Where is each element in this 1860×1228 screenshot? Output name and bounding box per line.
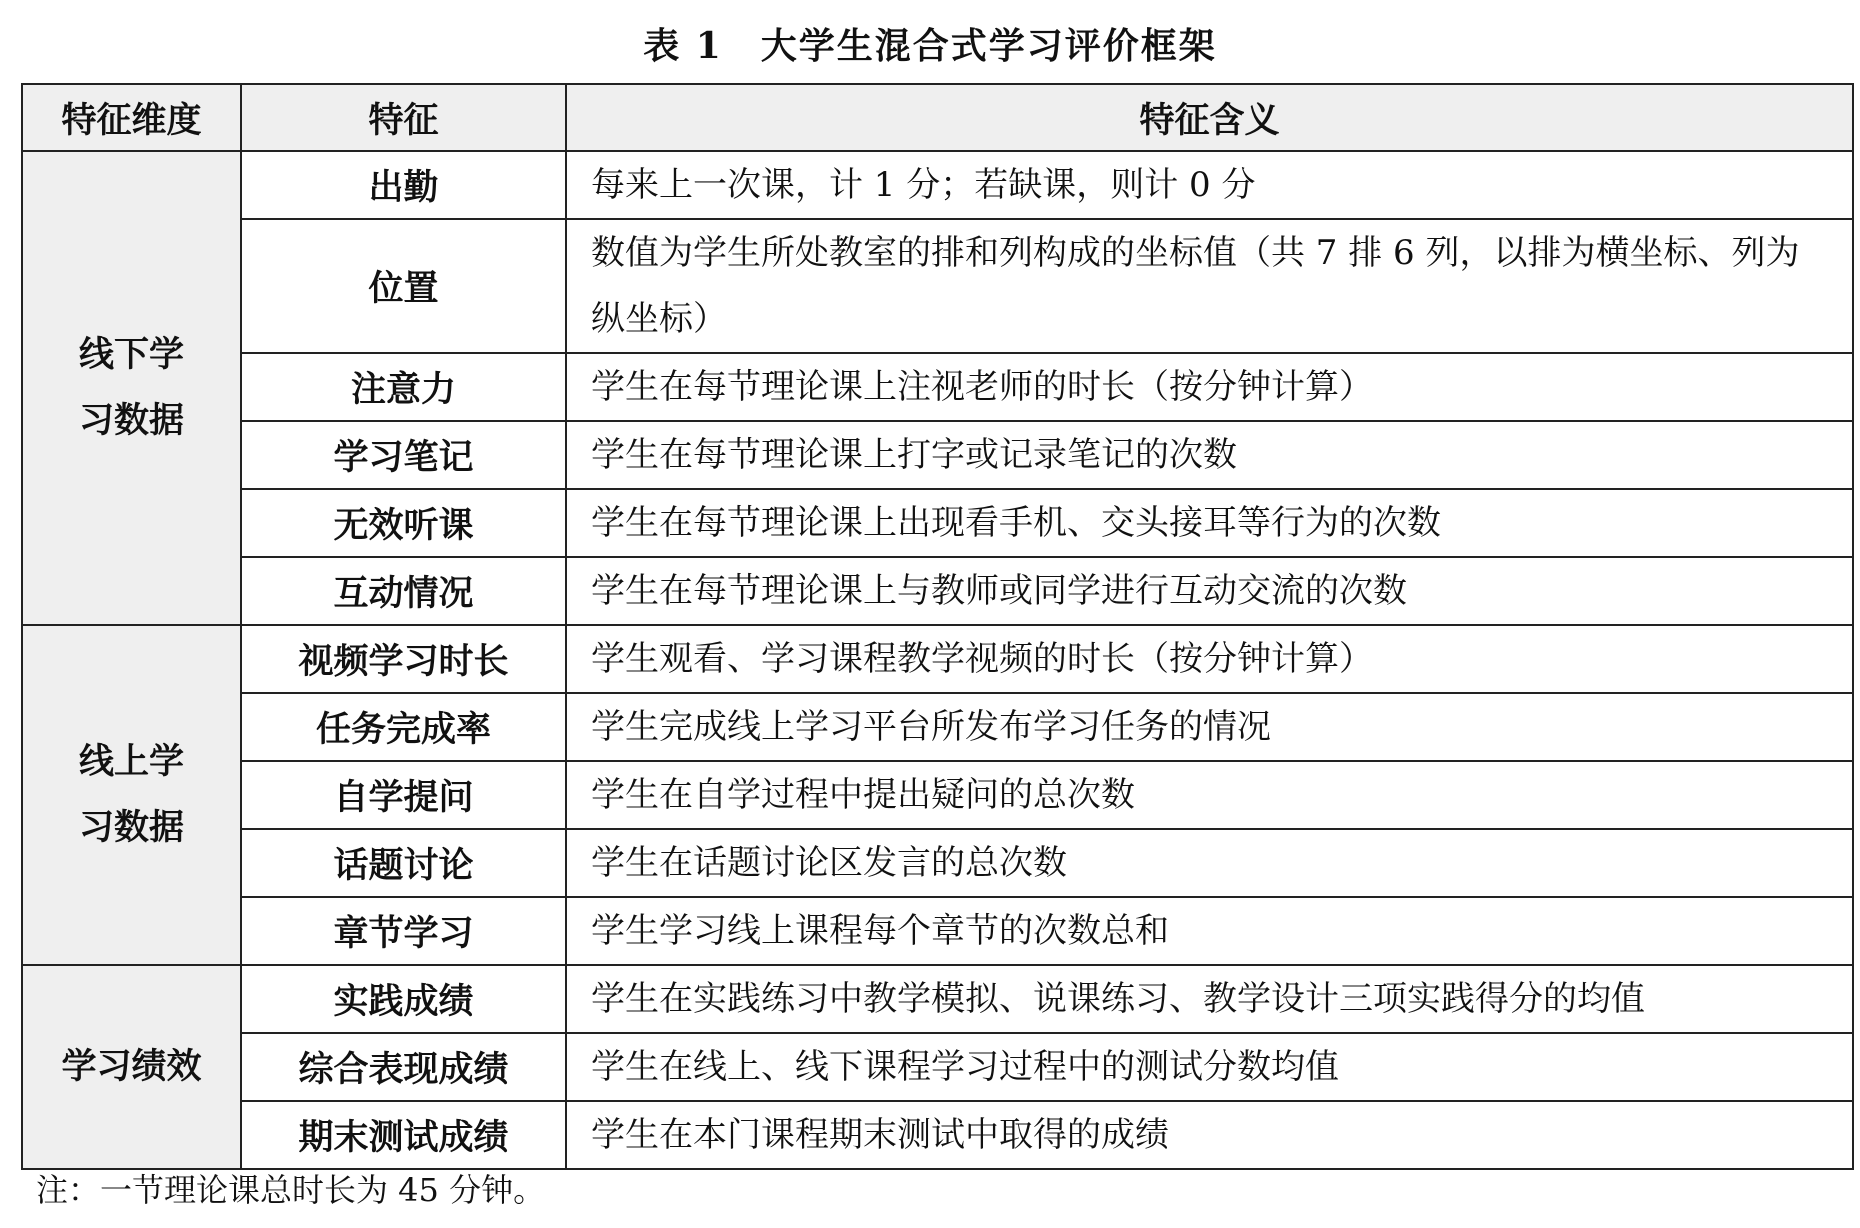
evaluation-framework-table [21,83,1854,1170]
feature-cell: 注意力 [241,353,566,421]
table-row [22,761,1853,829]
dimension-online [22,625,241,965]
table-row [22,897,1853,965]
dimension-performance [22,965,241,1169]
header-feature: 特征 [241,84,566,151]
dimension-offline [22,151,241,625]
meaning-cell: 学生观看、学习课程教学视频的时长（按分钟计算） [566,625,1853,693]
table-row [22,353,1853,421]
table-row [22,421,1853,489]
meaning-cell: 学生完成线上学习平台所发布学习任务的情况 [566,693,1853,761]
table-row [22,1101,1853,1169]
feature-cell: 学习笔记 [241,421,566,489]
dimension-label: 线下学习数据 [78,335,184,441]
table-row [22,965,1853,1033]
meaning-cell: 学生在本门课程期末测试中取得的成绩 [566,1101,1853,1169]
dimension-label: 线上学习数据 [78,742,184,848]
dimension-label: 学习绩效 [61,1047,202,1087]
feature-cell: 话题讨论 [241,829,566,897]
meaning-cell: 学生在每节理论课上注视老师的时长（按分钟计算） [566,353,1853,421]
table-row [22,151,1853,219]
feature-cell: 出勤 [241,151,566,219]
meaning-cell: 学生在每节理论课上打字或记录笔记的次数 [566,421,1853,489]
meaning-cell: 数值为学生所处教室的排和列构成的坐标值（共 7 排 6 列，以排为横坐标、列为纵坐标） [566,219,1853,353]
feature-cell: 期末测试成绩 [241,1101,566,1169]
feature-cell: 互动情况 [241,557,566,625]
table-row [22,557,1853,625]
feature-cell: 综合表现成绩 [241,1033,566,1101]
header-dimension: 特征维度 [22,84,241,151]
meaning-cell: 学生在每节理论课上出现看手机、交头接耳等行为的次数 [566,489,1853,557]
meaning-cell: 学生在自学过程中提出疑问的总次数 [566,761,1853,829]
meaning-cell: 学生学习线上课程每个章节的次数总和 [566,897,1853,965]
feature-cell: 章节学习 [241,897,566,965]
table-caption: 表 1 大学生混合式学习评价框架 [643,25,1217,67]
table-note: 注：一节理论课总时长为 45 分钟。 [36,1171,546,1209]
feature-cell: 实践成绩 [241,965,566,1033]
table-row [22,625,1853,693]
meaning-cell: 学生在线上、线下课程学习过程中的测试分数均值 [566,1033,1853,1101]
table-row [22,1033,1853,1101]
feature-cell: 视频学习时长 [241,625,566,693]
meaning-cell: 学生在实践练习中教学模拟、说课练习、教学设计三项实践得分的均值 [566,965,1853,1033]
table-row [22,829,1853,897]
meaning-cell: 学生在每节理论课上与教师或同学进行互动交流的次数 [566,557,1853,625]
meaning-cell: 学生在话题讨论区发言的总次数 [566,829,1853,897]
header-row [22,84,1853,151]
table-row [22,489,1853,557]
feature-cell: 无效听课 [241,489,566,557]
table-row [22,219,1853,353]
feature-cell: 自学提问 [241,761,566,829]
feature-cell: 位置 [241,219,566,353]
meaning-cell: 每来上一次课，计 1 分；若缺课，则计 0 分 [566,151,1853,219]
feature-cell: 任务完成率 [241,693,566,761]
table-row [22,693,1853,761]
header-meaning: 特征含义 [566,84,1853,151]
